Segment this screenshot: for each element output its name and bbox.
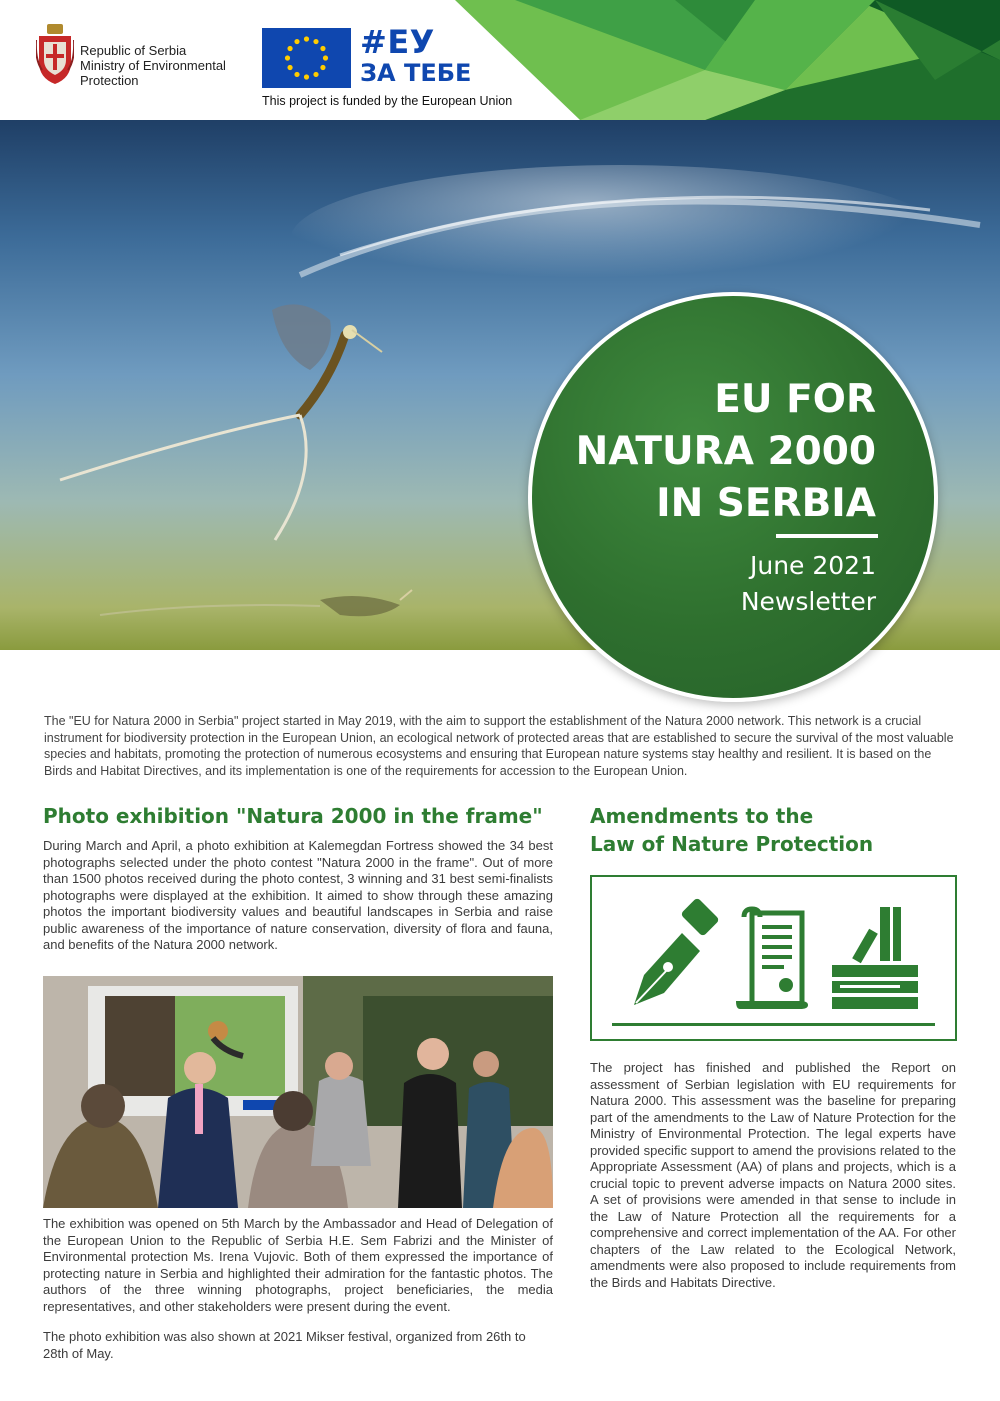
- exhibition-photo-illustration: [43, 976, 553, 1208]
- ministry-name: [80, 43, 226, 88]
- exhibition-paragraph-1: During March and April, a photo exhibition at Kalemegdan Fortress showed the 34 best photographs selected under the photo contest "Natura 2000 in the frame". Out of more than 1500 photos received during the photo contest, 3 winning and 31 best semi-finalists photographs were displayed at the exhibition. It aimed to show through these amazing photos the important biodiversity values and beautiful landscapes in Serbia and raise public awareness of the importance of nature conservation, diversity of flora and fauna, and benefits of the Natura 2000 network.: [43, 838, 553, 952]
- eu-star-icon: [287, 65, 292, 70]
- newsletter-subtitle: [741, 548, 876, 620]
- title-line: IN SERBIA: [656, 481, 876, 526]
- green-triangles-decoration: [455, 0, 1000, 120]
- eu-star-icon: [320, 65, 325, 70]
- eu-star-icon: [313, 39, 318, 44]
- eu-star-icon: [320, 46, 325, 51]
- law-books-icon: [832, 907, 918, 1009]
- title-line: EU FOR: [714, 377, 876, 422]
- intro-paragraph: The "EU for Natura 2000 in Serbia" project started in May 2019, with the aim to support the establishment of the Natura 2000 network. This network is a crucial instrument for biodiversity protection in the European Union, an ecological network of protected areas that are established to secure the survival of the most valuable species and habitats, promoting the protection of numerous ecosystems and ensuring that European nature systems stay healthy and resilient. It is based on the Birds and Habitat Directives, and its implementation is one of the requirements for accession to the European Union.: [44, 714, 954, 778]
- ministry-line: Protection: [80, 73, 139, 88]
- ministry-line: Ministry of Environmental: [80, 58, 226, 73]
- fountain-pen-icon: [634, 897, 720, 1005]
- ministry-line: Republic of Serbia: [80, 43, 187, 58]
- eu-hashtag-line2: ЗА ТЕБЕ: [360, 59, 472, 87]
- exhibition-opening-photo: [43, 976, 553, 1208]
- subtitle-line: Newsletter: [740, 587, 876, 616]
- photo-exhibition-heading: Photo exhibition "Natura 2000 in the frame": [43, 804, 543, 828]
- eu-star-icon: [285, 55, 290, 60]
- newsletter-title: [576, 374, 876, 530]
- eu-flag-icon: [262, 28, 351, 88]
- amendments-paragraph: The project has finished and published the Report on assessment of Serbian legislation with EU requirements for Natura 2000. This assessment was the baseline for preparing part of the amendments to the Law of Nature Protection for the Ministry of Environmental Protection. The legal experts have provided specific support to amend the provisions related to the Appropriate Assessment (AA) of plans and projects, which is a crucial topic to prevent adverse impacts on Natura 2000 sites. A set of provisions were amended in that sense to include in the Law of Nature Protection all the requirements for a comprehensive and correct implementation of the AA. For other chapters of the Law related to the Ecological Network, amendments were also proposed to include requirements from the Birds and Habitats Directive.: [590, 1060, 956, 1290]
- exhibition-paragraph-3: The photo exhibition was also shown at 2021 Mikser festival, organized from 26th to 28th of May.: [43, 1329, 526, 1361]
- eu-hashtag-line1: #ЕУ: [360, 23, 435, 61]
- title-line: NATURA 2000: [575, 429, 876, 474]
- amendments-heading-line: Law of Nature Protection: [590, 832, 874, 856]
- law-illustration: [592, 877, 955, 1039]
- document-scroll-icon: [736, 909, 808, 1009]
- law-illustration-box: [590, 875, 957, 1041]
- amendments-heading-line: Amendments to the: [590, 804, 814, 828]
- page-header: [0, 0, 1000, 120]
- eu-star-icon: [323, 55, 328, 60]
- subtitle-line: June 2021: [749, 551, 876, 580]
- title-circle: [528, 292, 938, 702]
- eu-star-icon: [304, 36, 309, 41]
- eu-star-icon: [294, 39, 299, 44]
- eu-star-icon: [313, 72, 318, 77]
- exhibition-paragraph-2: The exhibition was opened on 5th March by the Ambassador and Head of Delegation of the European Union to the Republic of Serbia H.E. Sem Fabrizi and the Minister of Environmental protection Ms. Irena Vujovic. Both of them expressed the importance of protecting nature in Serbia and highlighted their admiration for the fantastic photos. The authors of the three winning photographs, project beneficiaries, the media representatives, and other stakeholders were present during the event.: [43, 1216, 553, 1314]
- eu-star-icon: [287, 46, 292, 51]
- amendments-heading: [590, 802, 970, 858]
- eu-star-icon: [294, 72, 299, 77]
- serbia-coat-of-arms-icon: [36, 24, 74, 88]
- funding-statement: This project is funded by the European Union: [262, 94, 513, 108]
- eu-star-icon: [304, 74, 309, 79]
- title-divider: [776, 534, 878, 538]
